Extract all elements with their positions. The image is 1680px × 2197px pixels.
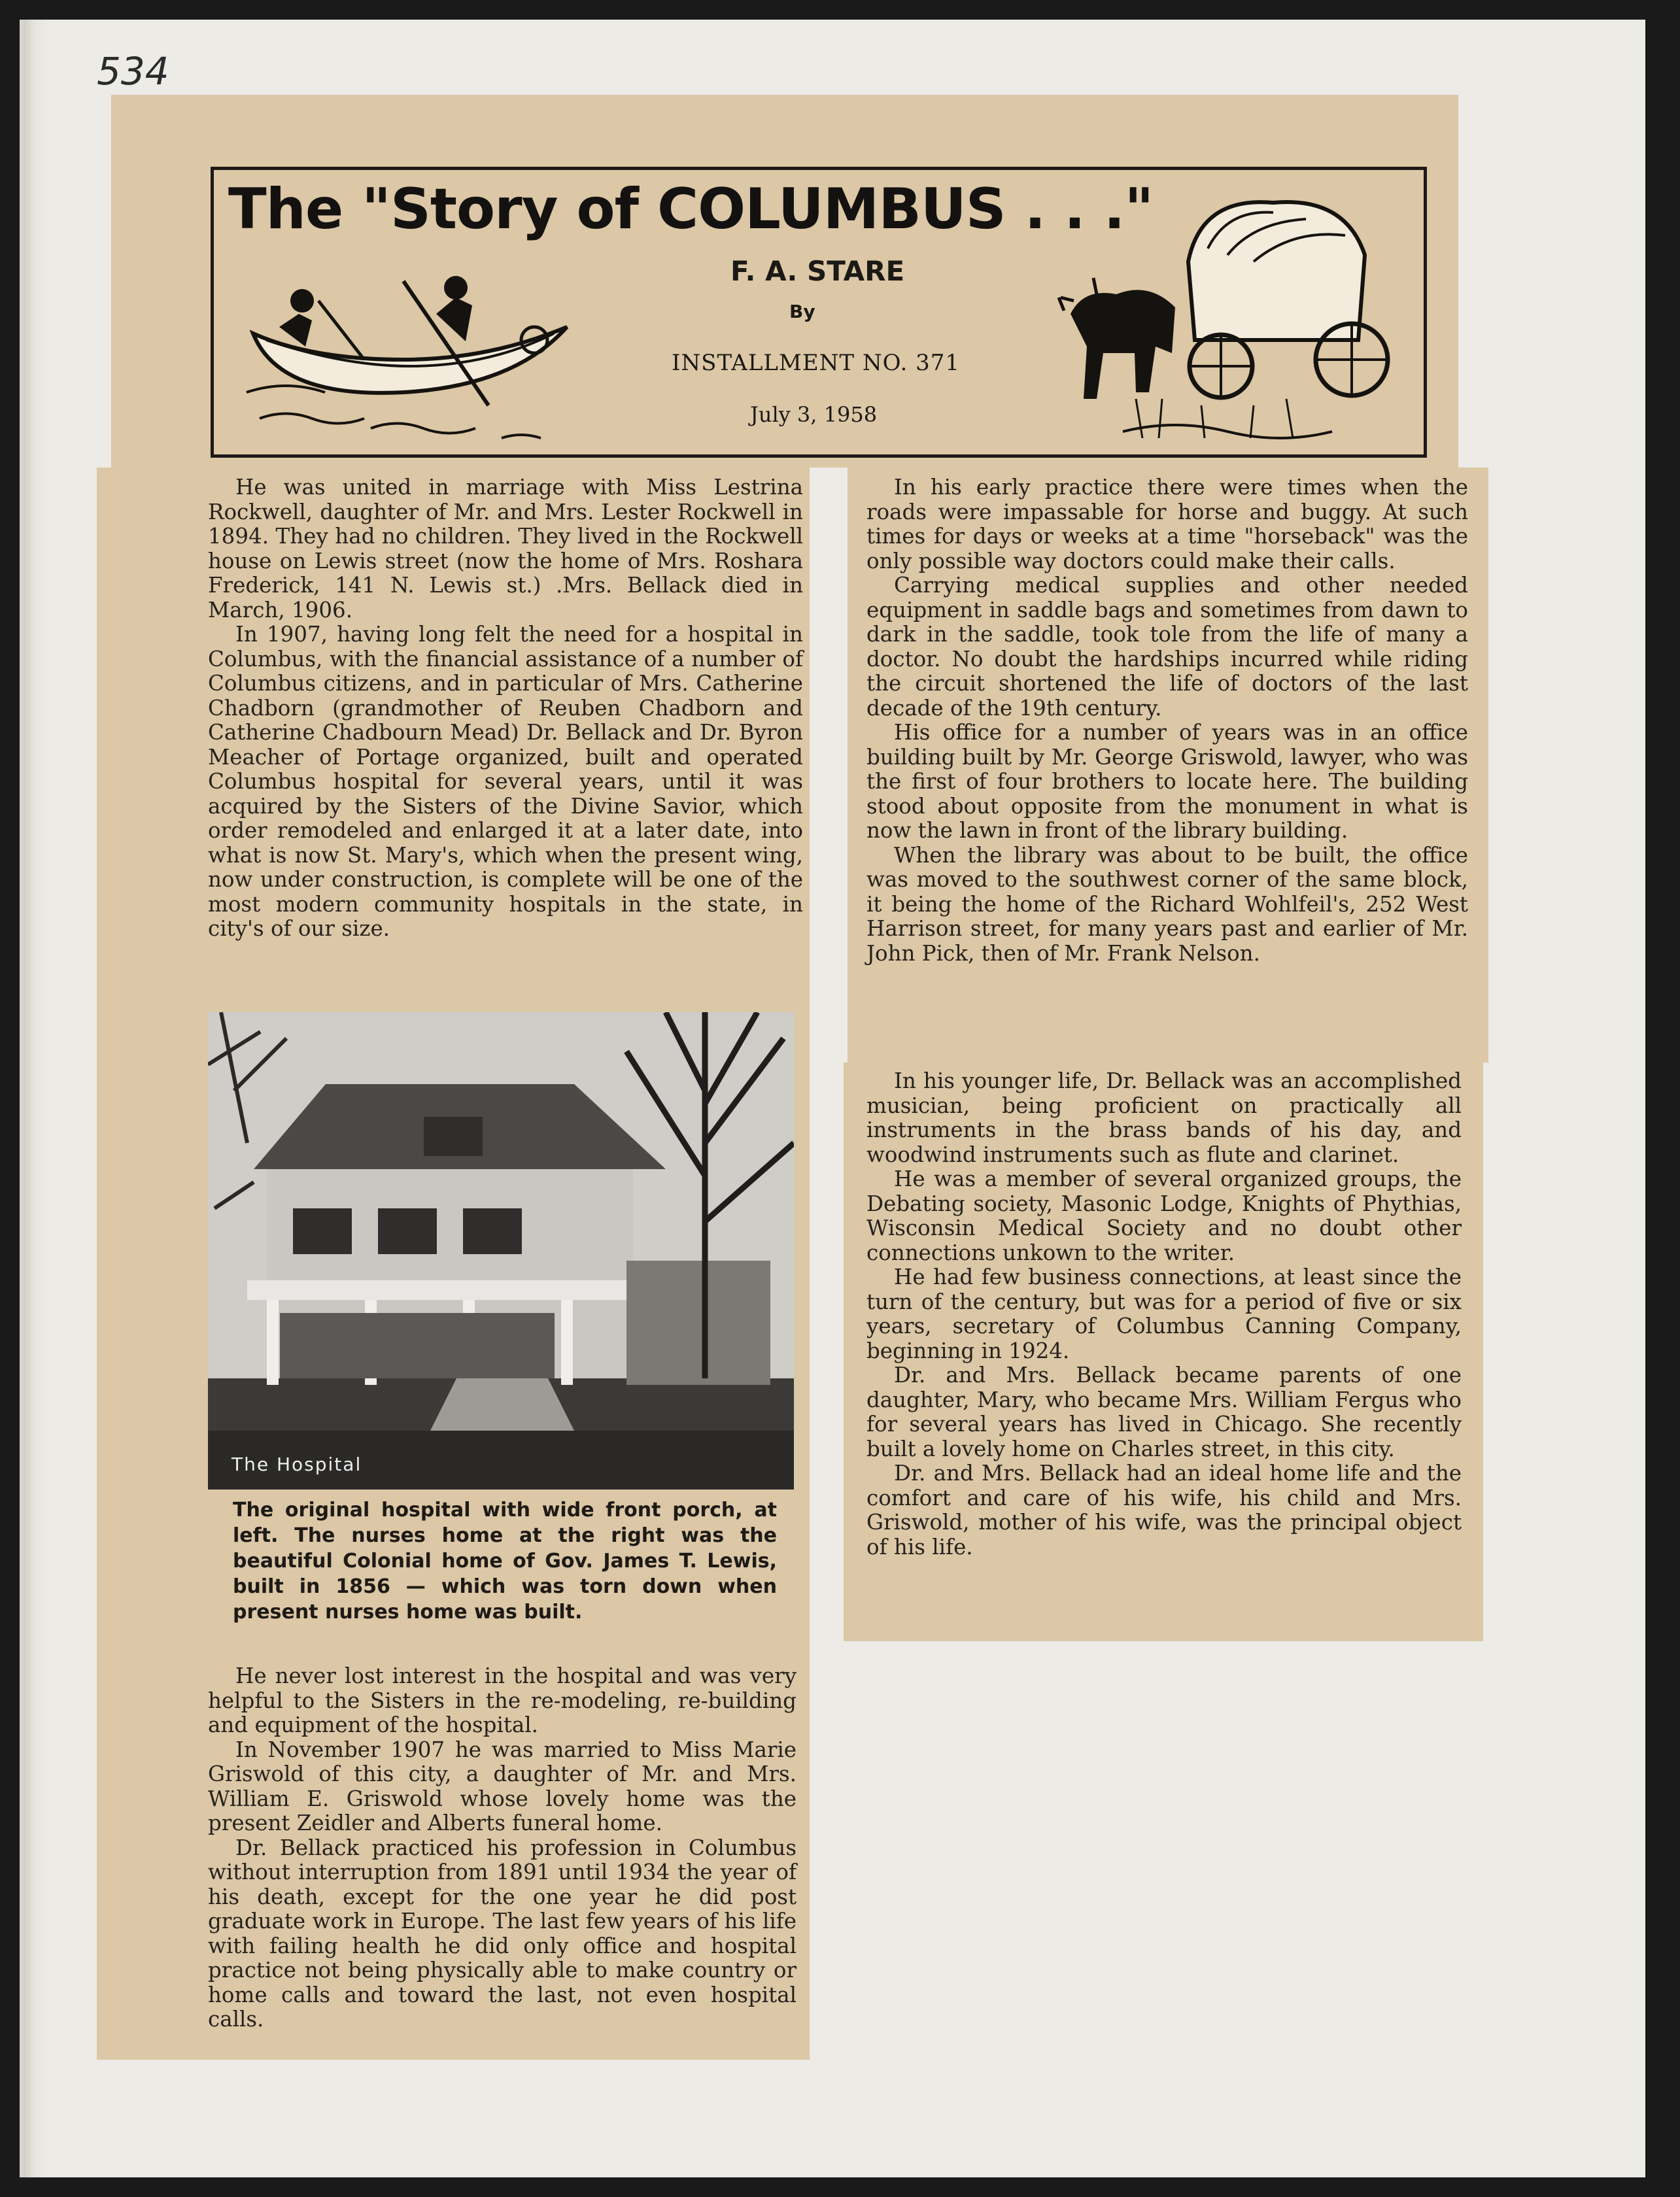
installment-number: INSTALLMENT NO. 371 — [672, 350, 961, 376]
paragraph: In 1907, having long felt the need for a hospital in Columbus, with the financial assistance of a number of Columbus citizens, and in particular of Mrs. Catherine Chadborn (grandmother of Reuben Chadborn and Catherine Chadbourn Mead) Dr. Bellack and Dr. Byron Meacher of Portage organized, built and operated Columbus hospital for several years, until it was acquired by the Sisters of the Divine Savior, which order remodeled and enlarged it at a later date, into what is now St. Mary's, which when the present wing, now under construction, is complete will be one of the most modern community hospitals in the state, in city's of our size. — [208, 622, 803, 941]
left-column-bottom-text — [208, 1664, 797, 2032]
left-column-top-text — [208, 475, 803, 942]
covered-wagon-with-oxen-illustration — [1057, 183, 1411, 451]
photo-label: The Hospital — [231, 1454, 362, 1475]
paragraph: Dr. Bellack practiced his profession in Columbus without interruption from 1891 until 1934 the year of his death, except for the one year he did post graduate work in Europe. The last few years of his life with failing health he did only office and hospital practice not being physically able to make country or home calls and toward the last, not even hospital calls. — [208, 1835, 797, 2032]
hospital-photo-image — [208, 1012, 794, 1490]
right-column-bottom-text — [866, 1069, 1462, 1559]
page-edges — [24, 20, 50, 2177]
paragraph: His office for a number of years was in an office building built by Mr. George Griswold, lawyer, who was the first of four brothers to locate here. The building stood about opposite from the monument in what is now the lawn in front of the library building. — [866, 720, 1468, 843]
paragraph: In his early practice there were times when the roads were impassable for horse and buggy. At such times for days or weeks at a time "horseback" was the only possible way doctors could make their calls. — [866, 475, 1468, 573]
canoe-with-paddlers-illustration — [240, 262, 580, 445]
right-column-top-text — [866, 475, 1468, 966]
author: F. A. STARE — [730, 255, 905, 287]
paragraph: He was a member of several organized groups, the Debating society, Masonic Lodge, Knights of Phythias, Wisconsin Medical Society and no doubt other connections unkown to the writer. — [866, 1167, 1462, 1265]
paragraph: When the library was about to be built, the office was moved to the southwest corner of the same block, it being the home of the Richard Wohlfeil's, 252 West Harrison street, for many years past and earlier of Mr. John Pick, then of Mr. Frank Nelson. — [866, 842, 1468, 966]
paragraph: Dr. and Mrs. Bellack had an ideal home life and the comfort and care of his wife, his child and Mrs. Griswold, mother of his wife, was the principal object of his life. — [866, 1461, 1462, 1559]
paragraph: Dr. and Mrs. Bellack became parents of one daughter, Mary, who became Mrs. William Fergus who for several years has lived in Chicago. She recently built a lovely home on Charles street, in this city. — [866, 1363, 1462, 1461]
hospital-photo — [208, 1012, 794, 1490]
paragraph: He never lost interest in the hospital and was very helpful to the Sisters in the re-modeling, re-building and equipment of the hospital. — [208, 1663, 797, 1737]
paragraph: He had few business connections, at least since the turn of the century, but was for a period of five or six years, secretary of Columbus Canning Company, beginning in 1924. — [866, 1265, 1462, 1363]
paragraph: In his younger life, Dr. Bellack was an accomplished musician, being proficient on practically all instruments in the brass bands of his day, and woodwind instruments such as flute and clarinet. — [866, 1068, 1462, 1167]
paragraph: Carrying medical supplies and other needed equipment in saddle bags and sometimes from dawn to dark in the saddle, took tole from the life of many a doctor. No doubt the hardships incurred while riding the circuit shortened the life of doctors of the last decade of the 19th century. — [866, 573, 1468, 721]
masthead — [211, 167, 1427, 458]
byline-label: By — [789, 301, 815, 322]
page-number: 534 — [97, 49, 169, 94]
photo-caption: The original hospital with wide front porch, at left. The nurses home at the right was the beautiful Colonial home of Gov. James T. Lewis, built in 1856 — which was torn down when present nurses home was built. — [233, 1499, 777, 1624]
paragraph: In November 1907 he was married to Miss Marie Griswold of this city, a daughter of Mr. and Mrs. William E. Griswold whose lovely home was the present Zeidler and Alberts funeral home. — [208, 1737, 797, 1835]
publication-date: July 3, 1958 — [750, 402, 878, 427]
paragraph: He was united in marriage with Miss Lestrina Rockwell, daughter of Mr. and Mrs. Lester Rockwell in 1894. They had no children. They lived in the Rockwell house on Lewis street (now the home of Mrs. Roshara Frederick, 141 N. Lewis st.) .Mrs. Bellack died in March, 1906. — [208, 475, 803, 622]
headline: The "Story of COLUMBUS . . ." — [228, 177, 1154, 242]
